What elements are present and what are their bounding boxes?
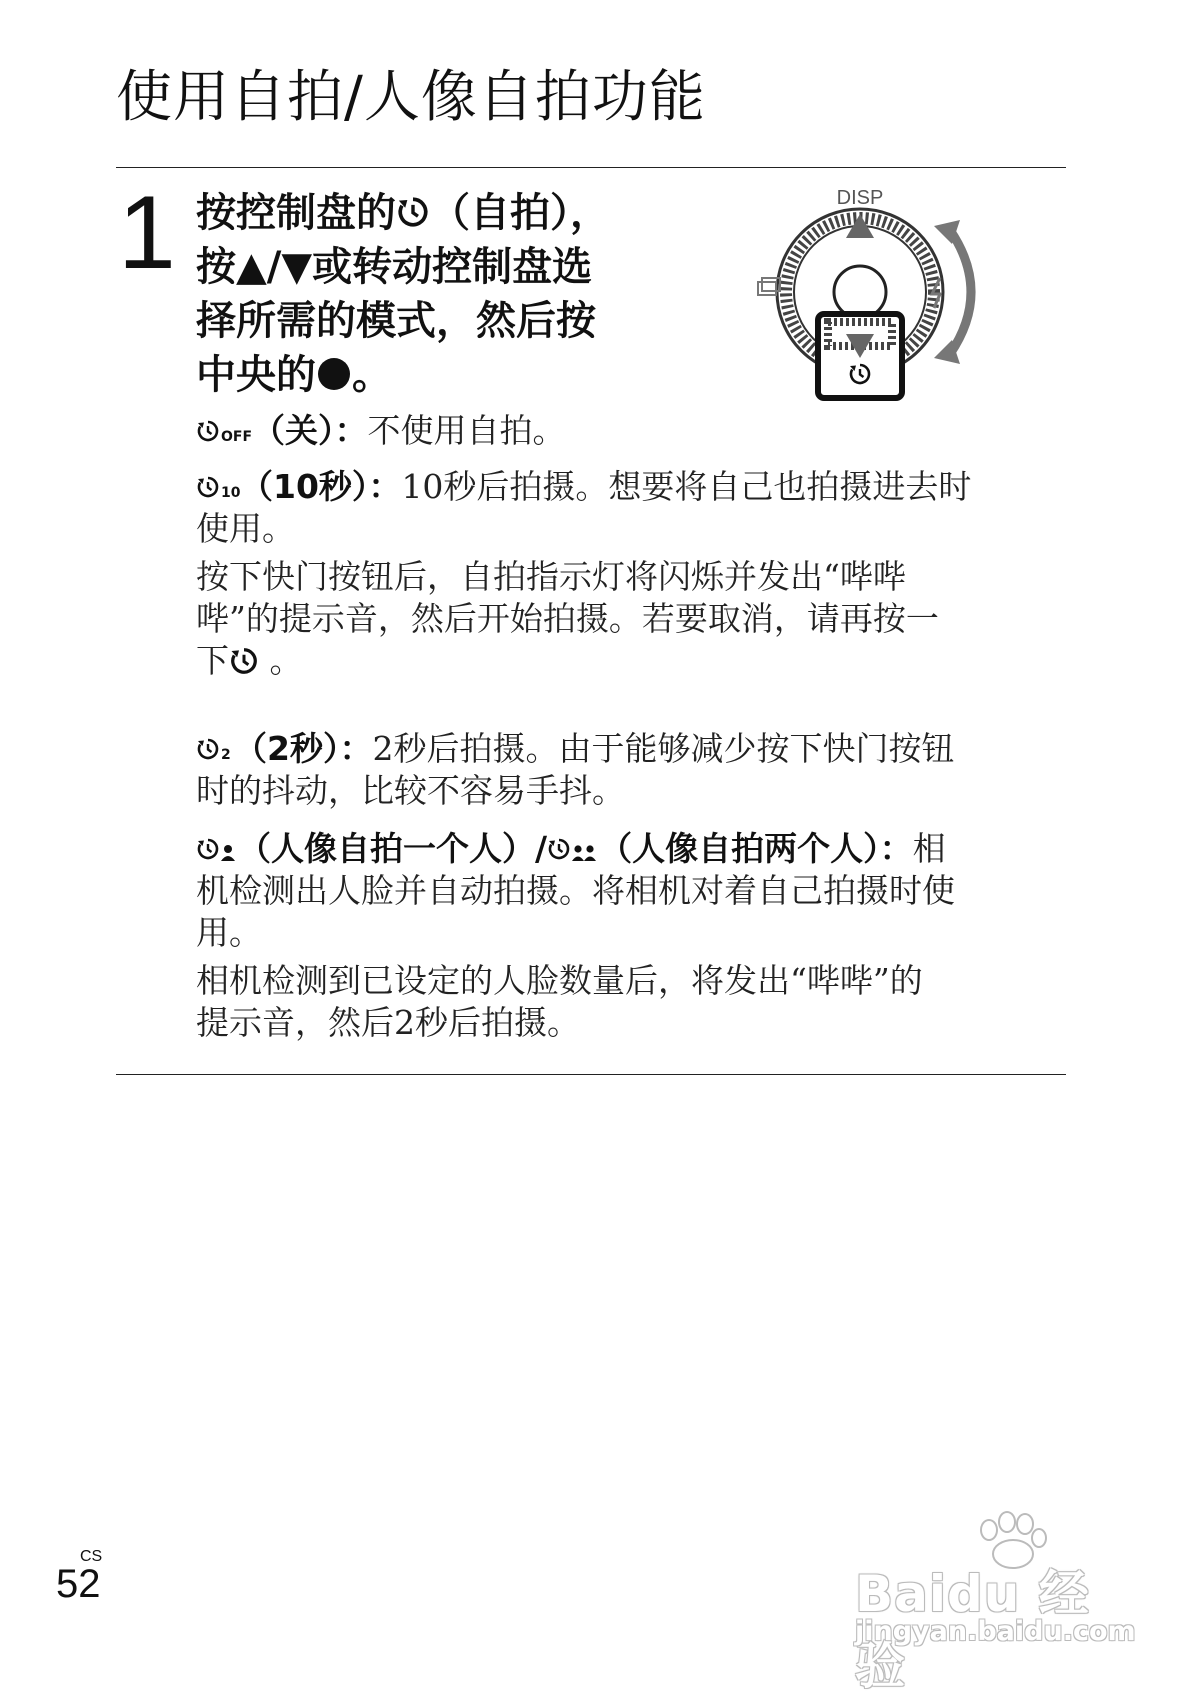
svg-text:10: 10	[221, 485, 240, 501]
step-line-3: 择所需的模式，然后按	[196, 298, 596, 344]
option-portrait-text-1: 相	[912, 829, 946, 868]
disp-label: DISP	[836, 187, 884, 209]
option-timer-10s	[196, 466, 1036, 682]
option-timer-2s	[196, 728, 1036, 812]
option-portrait-text-2: 机检测出人脸并自动拍摄。将相机对着自己拍摄时使	[196, 871, 955, 910]
control-wheel-illustration	[750, 186, 1000, 426]
baidu-watermark	[855, 1510, 1136, 1695]
option-2s-heading: （2秒）：	[234, 729, 373, 768]
svg-text:OFF: OFF	[221, 429, 252, 445]
step-line-1: 按控制盘的 （自拍），	[196, 190, 610, 236]
option-10s-text-2: 使用。	[196, 509, 295, 548]
option-off-heading: （关）：	[252, 411, 368, 450]
timer-2s-icon	[196, 734, 234, 764]
timer-10s-icon	[196, 472, 240, 502]
watermark-url: jingyan.baidu.com	[855, 1616, 1136, 1647]
svg-text:2: 2	[221, 747, 231, 763]
page-number: 52	[56, 1562, 101, 1606]
option-portrait-heading-2: （人像自拍两个人）：	[599, 829, 913, 868]
bottom-divider	[116, 1074, 1066, 1075]
top-divider	[116, 167, 1066, 168]
timer-off-icon	[196, 416, 252, 446]
option-10s-text-1: 10秒后拍摄。想要将自己也拍摄进去时	[401, 467, 972, 506]
portrait-two-icon	[547, 834, 599, 864]
step-instruction	[196, 186, 666, 402]
option-2s-text-2: 时的抖动，比较不容易手抖。	[196, 771, 625, 810]
option-off-text: 不使用自拍。	[367, 411, 566, 450]
watermark-brand: Baidu 经验	[855, 1565, 1090, 1695]
option-portrait-self-timer	[196, 828, 1036, 1044]
option-timer-off	[196, 410, 1036, 452]
drive-mode-icon	[758, 282, 776, 295]
step-number: 1	[118, 175, 176, 291]
step-line-2: 按▲/▼或转动控制盘选	[196, 244, 593, 290]
portrait-one-icon	[196, 834, 238, 864]
self-timer-icon	[396, 195, 430, 229]
option-10s-note: 按下快门按钮后，自拍指示灯将闪烁并发出“哔哔 哔”的提示音，然后开始拍摄。若要取消，请再按一 下 。	[196, 557, 939, 680]
option-portrait-note: 相机检测到已设定的人脸数量后，将发出“哔哔”的 提示音，然后2秒后拍摄。	[196, 961, 923, 1042]
center-button-icon	[316, 356, 352, 392]
self-timer-icon	[229, 646, 259, 676]
language-code: CS	[80, 1548, 103, 1565]
option-10s-heading: （10秒）：	[240, 467, 402, 506]
option-portrait-heading-1: （人像自拍一个人）/	[238, 829, 548, 868]
option-2s-text-1: 2秒后拍摄。由于能够减少按下快门按钮	[372, 729, 955, 768]
option-portrait-text-3: 用。	[196, 913, 262, 952]
page-title: 使用自拍/人像自拍功能	[116, 65, 706, 130]
step-line-4: 中央的 。	[196, 352, 392, 398]
